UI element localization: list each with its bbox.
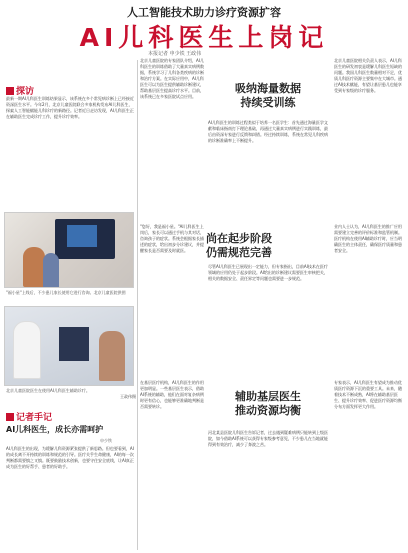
col1-top-text: 最新一期AI儿科医生训练结果显示，该系统在多个常见病诊断上已经接近资深医生水平。今年2月，北京儿童医院联合多家机构发布AI儿科医生，探索人工智能赋能儿科诊疗的新路径。记者近日走访发现，AI儿科医生正在辅助医生完成诊疗工作，提升诊疗效率。 [6, 96, 134, 119]
photo-bottom [4, 306, 134, 386]
col4-top-text: 北京儿童医院相关负责人表示，AI儿科医生的研发初衷是缓解儿科医生短缺的问题。我国儿科医生数量相对不足，优质儿科医疗资源主要集中在大城市。通过AI技术赋能，有望让基层患儿也能享受到专家级的诊疗服务。 [334, 58, 402, 93]
col3-bottom-text: 河北某县医院儿科医生告诉记者，过去遇到疑难病例只能转到上级医院，如今借助AI系统可以获得专家级参考意见，不少患儿在当地就能得到有效治疗，减少了奔波之苦。 [208, 430, 328, 447]
section-jizhe [6, 410, 52, 423]
pull-quote-line: 持续受训练 [240, 96, 296, 109]
col2-top-text: 北京儿童医院的专家团队介绍，AI儿科医生的训练借助了大量真实病例数据，系统学习了儿科各类疾病的诊断和治疗方案。在实际应用中，AI儿科医生可以为医生提供辅助诊断建议，帮助基层医生提高诊疗水平。目前，该系统已在多家医院试点应用。 [140, 58, 204, 99]
pull-quote-1 [208, 82, 328, 110]
pull-quote-line: 推动资源均衡 [235, 404, 301, 417]
col4-bottom-text: 专家表示，AI儿科医生有望成为推动优质医疗资源下沉的重要工具。未来，随着技术不断成熟，AI将在辅助基层医生、提升诊疗效率、促进医疗资源均衡分布方面发挥更大作用。 [334, 380, 402, 409]
photo-top [4, 212, 134, 288]
doctor-figure [13, 321, 41, 379]
pull-quote-line: 吸纳海量数据 [235, 82, 301, 95]
photo-top-caption: "福小星"上线后，不少患儿家长使用它进行咨询。北京儿童医院供图 [6, 290, 126, 295]
headline: AI儿科医生上岗记 [79, 23, 329, 52]
photo-credit: 王政伟摄 [120, 394, 136, 399]
col2-mid-text: "您好，我是福小星。"AI儿科医生上岗后，家长可以通过手机与其对话，咨询孩子的症状。系统会根据家长描述的症状，给出初步分诊建议，并提醒家长是否需要及时就医。 [140, 224, 204, 253]
pull-quote-line: 辅助基层医生 [235, 390, 301, 403]
section-marker-icon [6, 413, 14, 421]
pull-quote-3 [208, 390, 328, 418]
photo-bottom-caption: 北京儿童医院医生在使用AI儿科医生辅助诊疗。 [6, 388, 90, 393]
section-marker-icon [6, 87, 14, 95]
section-title: 记者手记 [16, 413, 53, 423]
col4-mid-text: 业内人士认为，AI儿科医生的推广应用需要建立完善的评价标准和监管机制。医疗机构在使用AI辅助诊疗时，应当明确医生的主体责任，确保医疗质量和患者安全。 [334, 224, 402, 253]
note-author: 申少铁 [100, 438, 112, 443]
column-rule [137, 60, 138, 550]
person-figure [23, 247, 45, 287]
col3-mid-text: 尽管AI儿科医生已展现出一定能力，但专家指出，目前AI技术在医疗领域的应用仍处于起步阶段。AI给出的诊断建议需要医生审核把关，相关的数据安全、责任界定等问题也需要进一步规范。 [208, 264, 328, 281]
pull-quote-2 [204, 232, 274, 260]
pull-quote-line: 仍需规范完善 [206, 246, 272, 259]
kicker: 人工智能技术助力诊疗资源扩容 [127, 6, 281, 19]
section-title: 探访 [16, 87, 35, 97]
computer-screen [59, 327, 89, 361]
note-title: AI儿科医生，成长亦需呵护 [6, 425, 104, 434]
child-figure [43, 253, 59, 288]
patient-figure [99, 331, 125, 381]
note-body: AI儿科医生的出现，为缓解儿科资源紧张提供了新思路。但也要看到，AI的成长离不开持续的训练和规范的引导。医疗关乎生命健康，AI的每一次判断都需要慎之又慎。既要鼓励技术创新，也要守住安全底线，让AI真正成为医生的好帮手、患者的好助手。 [6, 446, 134, 469]
pull-quote-line: 尚在起步阶段 [206, 232, 272, 245]
col2-bottom-text: 在基层医疗机构，AI儿科医生的作用更加明显。一些基层医生表示，借助AI系统的辅助，他们在面对复杂病例时更有信心，也能够更准确地判断是否需要转诊。 [140, 380, 204, 409]
screen-content [67, 225, 97, 247]
col3-top-text: AI儿科医生的训练过程类似于培养一名医学生：首先通过海量医学文献和临床指南打下理论基础，再通过大量真实病例进行实践训练，最后由资深专家进行反馈和纠错。经过持续训练，系统在常见儿科疾病的诊断准确率上不断提升。 [208, 120, 328, 143]
byline: 本报记者 申少铁 王政伟 [148, 51, 202, 57]
